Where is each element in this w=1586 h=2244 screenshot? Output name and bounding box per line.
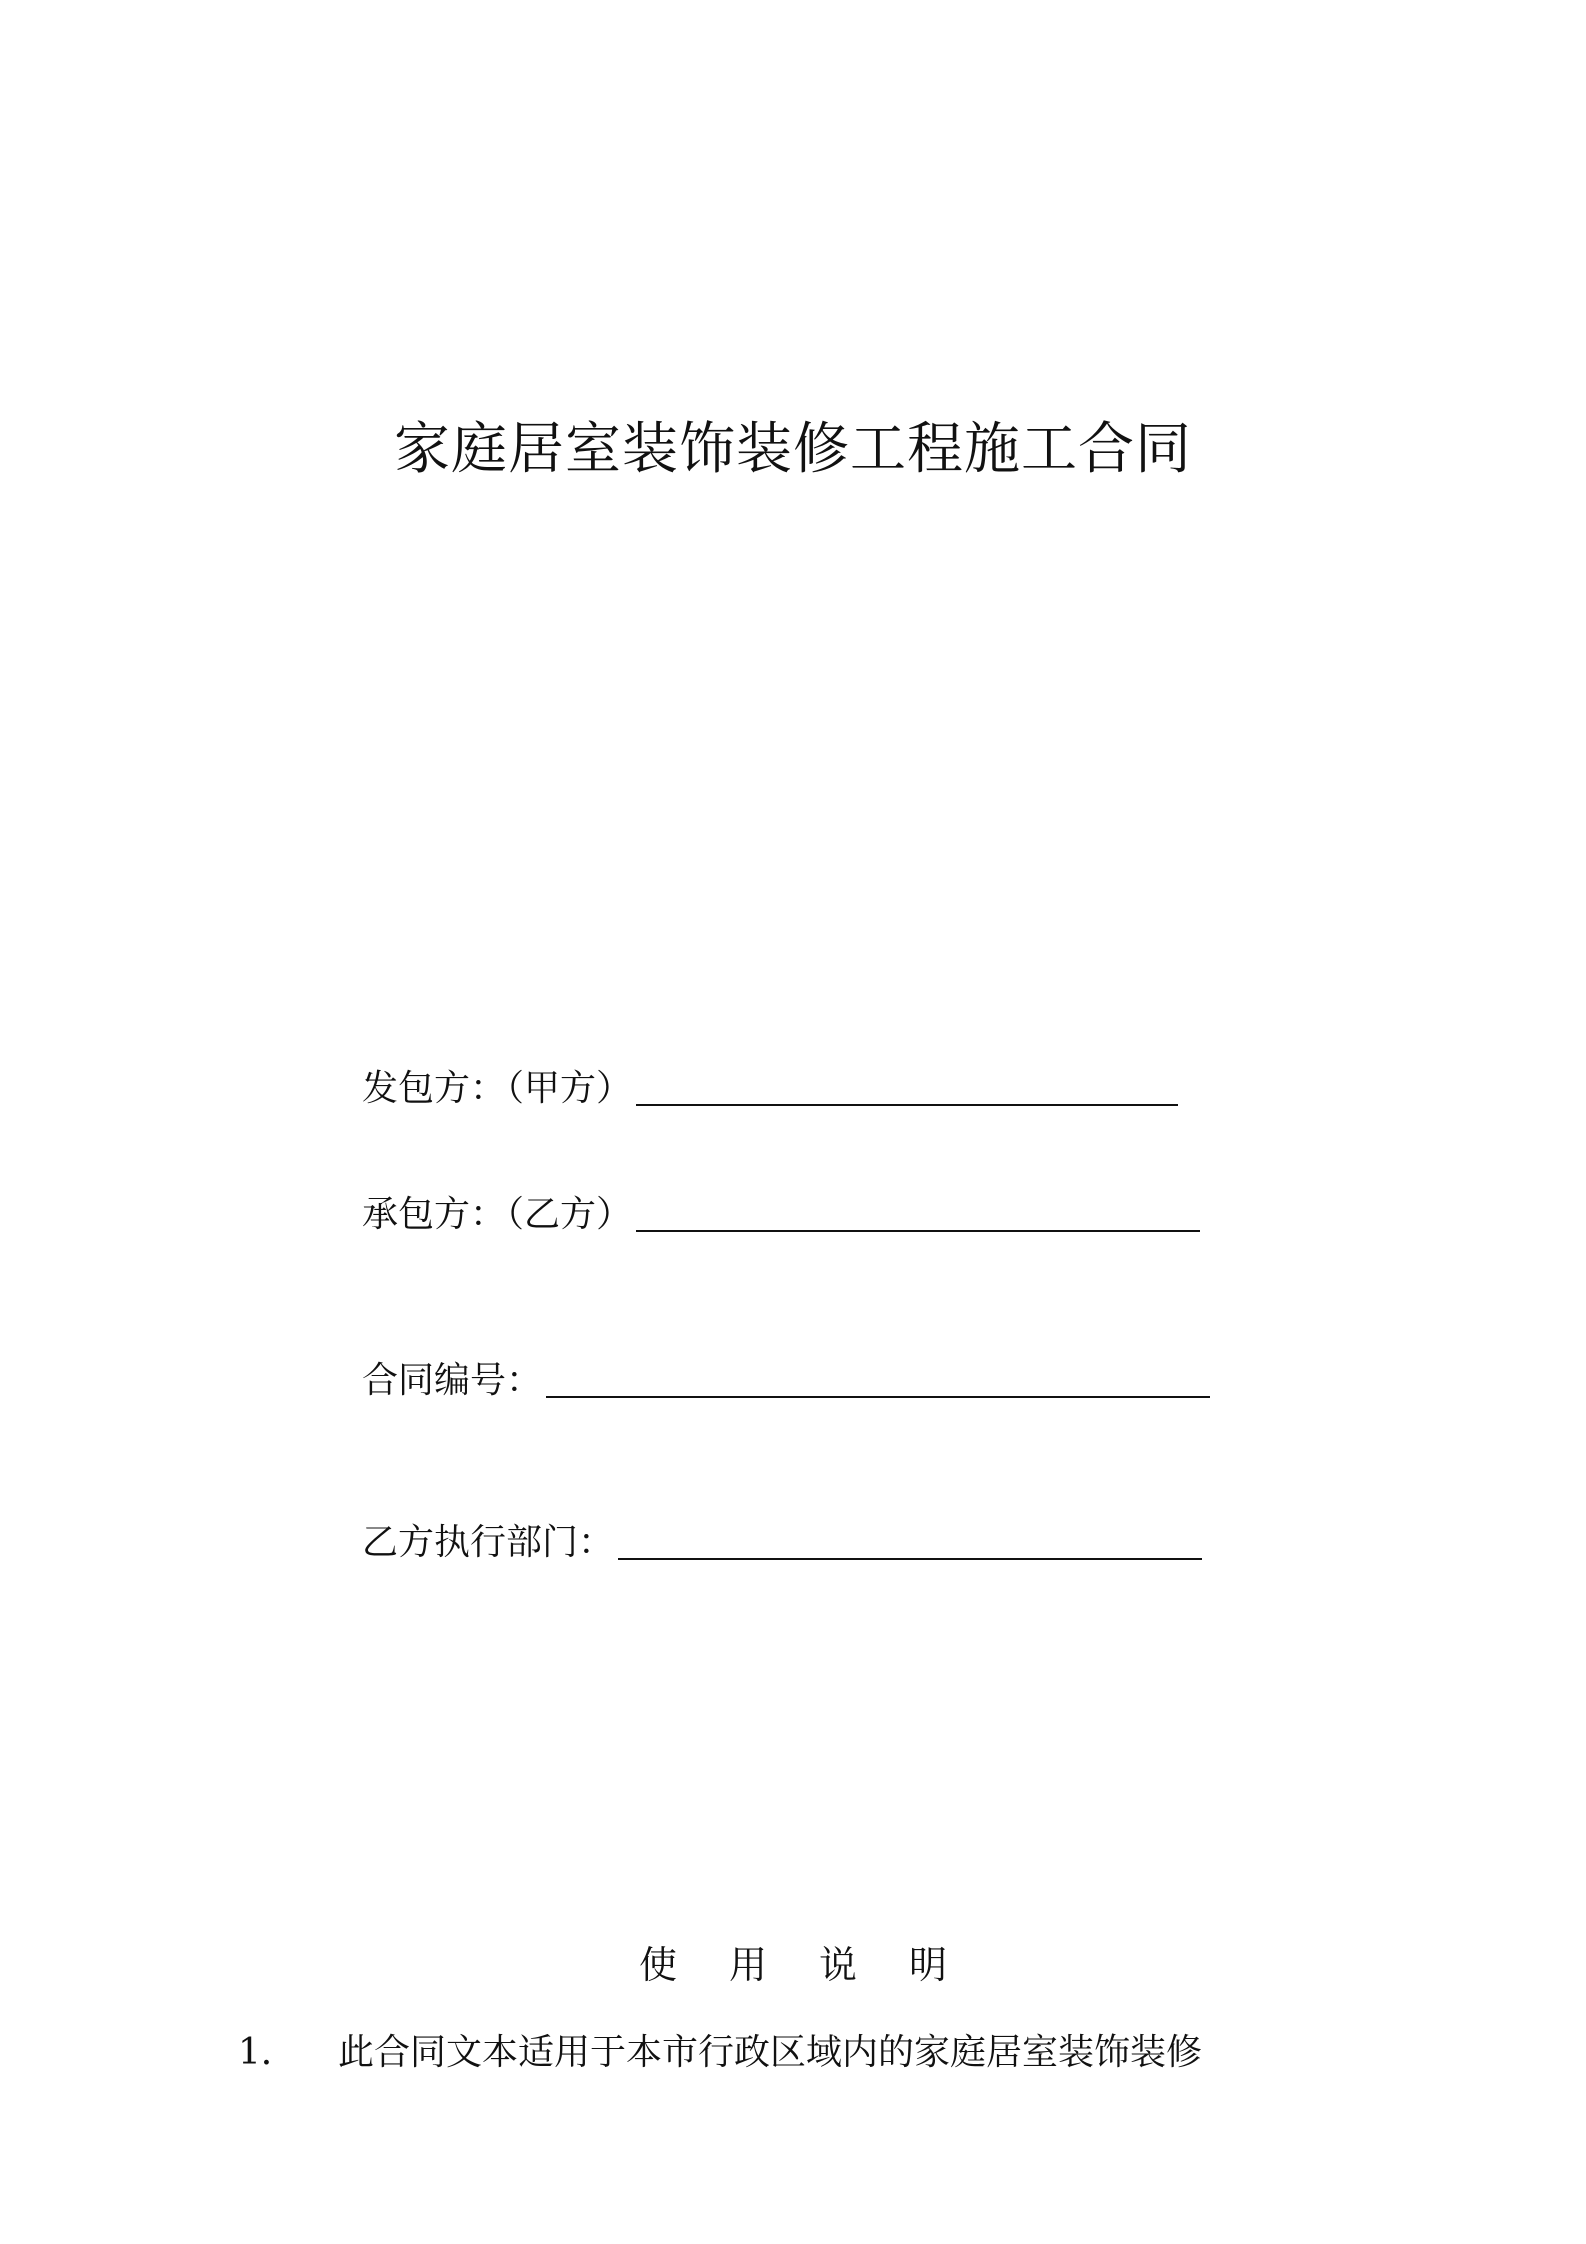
party-a-field: [362, 1058, 1178, 1112]
party-b-label: 承包方：（乙方）: [362, 1194, 633, 1235]
party-a-blank-line[interactable]: [636, 1064, 1178, 1106]
party-a-label: 发包方：（甲方）: [362, 1068, 633, 1109]
contract-number-field: [362, 1350, 1210, 1404]
instruction-item-text: 此合同文本适用于本市行政区域内的家庭居室装饰装修: [338, 2032, 1203, 2073]
instruction-item: [238, 2028, 1202, 2078]
party-b-blank-line[interactable]: [636, 1190, 1200, 1232]
party-b-department-label: 乙方执行部门：: [362, 1522, 615, 1563]
party-b-department-blank-line[interactable]: [618, 1518, 1202, 1560]
instruction-item-number: 1．: [238, 2032, 297, 2073]
party-b-department-field: [362, 1512, 1202, 1566]
contract-number-blank-line[interactable]: [546, 1356, 1210, 1398]
contract-title: 家庭居室装饰装修工程施工合同: [394, 417, 1192, 482]
contract-number-label: 合同编号：: [362, 1360, 543, 1401]
instructions-heading: 使用说明: [638, 1943, 999, 1987]
party-b-field: [362, 1184, 1200, 1238]
